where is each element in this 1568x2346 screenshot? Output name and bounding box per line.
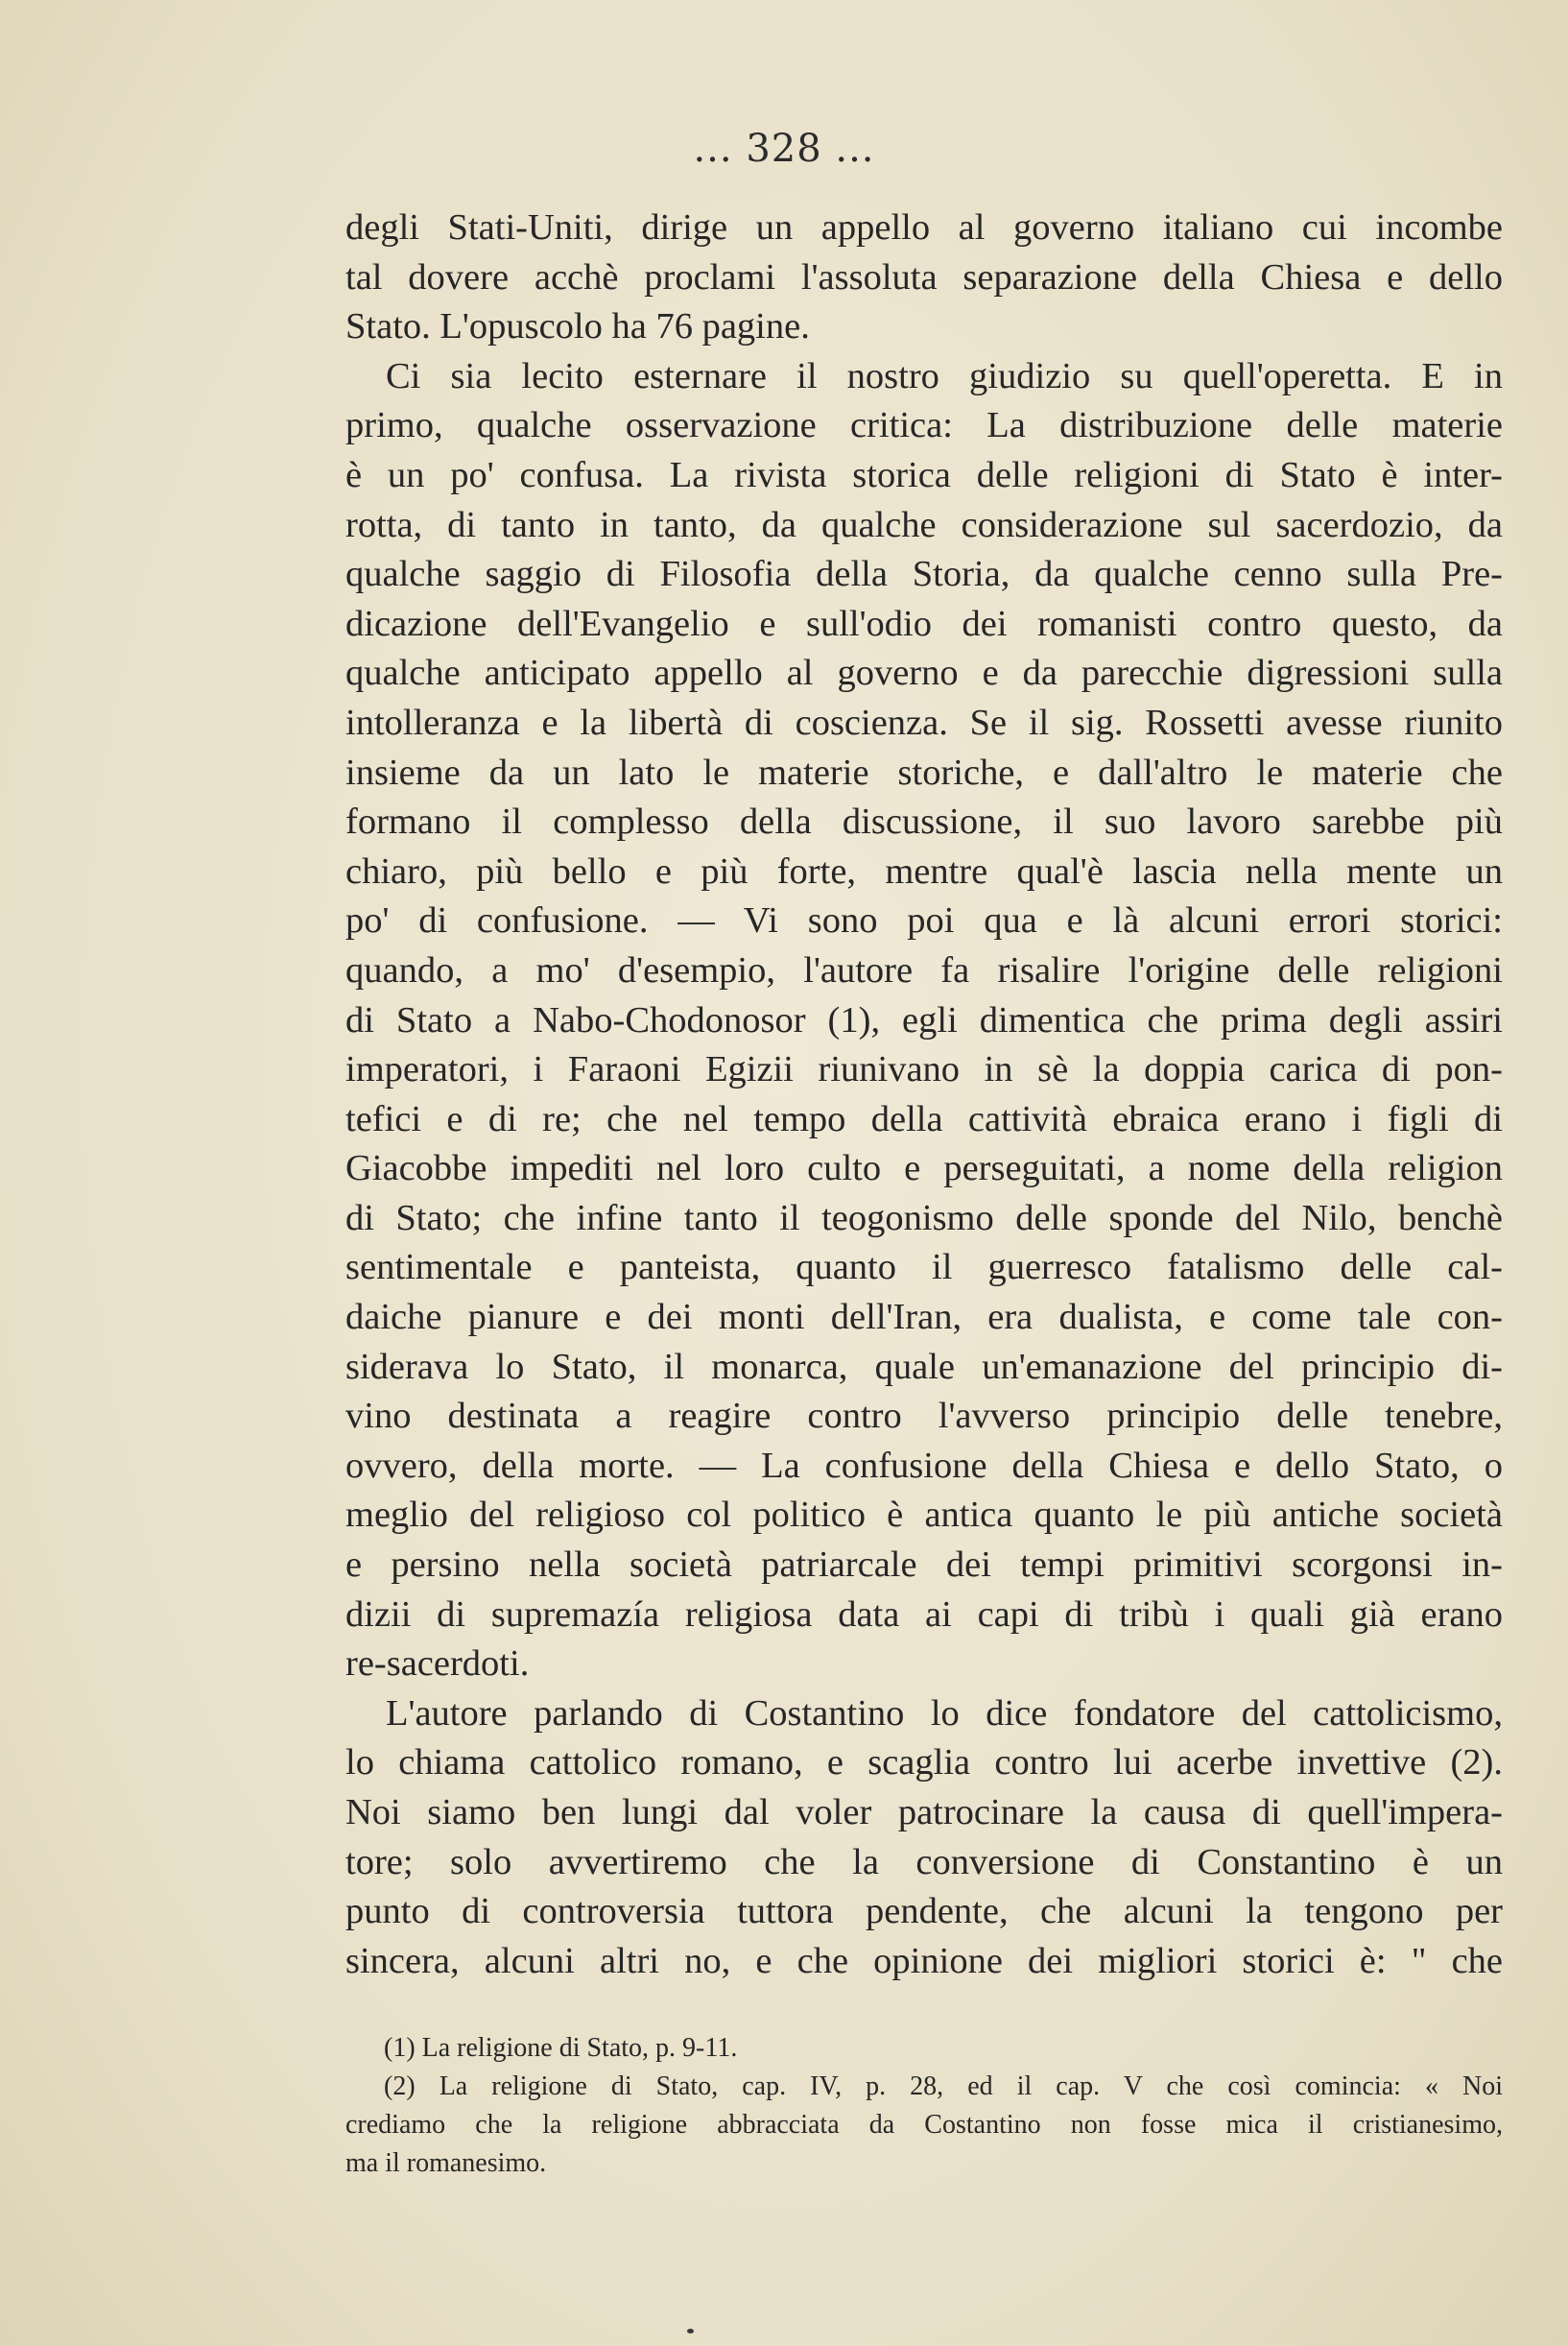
text-line: po' di confusione. — Vi sono poi qua e là alcuni errori storici: xyxy=(345,900,1503,942)
text-line: siderava lo Stato, il monarca, quale un'emanazione del principio di- xyxy=(345,1346,1503,1387)
footnote: (1) La religione di Stato, p. 9-11. xyxy=(384,2033,738,2063)
text-line: Giacobbe impediti nel loro culto e perseguitati, a nome della religion xyxy=(345,1148,1503,1189)
text-line: meglio del religioso col politico è antica quanto le più antiche società xyxy=(345,1495,1503,1536)
body-text xyxy=(345,203,1503,1986)
text-line: punto di controversia tuttora pendente, che alcuni la tengono per xyxy=(345,1891,1503,1932)
text-line: insieme da un lato le materie storiche, e dall'altro le materie che xyxy=(345,752,1503,793)
text-line: tefici e di re; che nel tempo della cattività ebraica erano i figli di xyxy=(345,1098,1503,1139)
text-line: chiaro, più bello e più forte, mentre qual'è lascia nella mente un xyxy=(345,850,1503,892)
text-line: qualche saggio di Filosofia della Storia, da qualche cenno sulla Pre- xyxy=(345,554,1503,595)
text-line: primo, qualche osservazione critica: La distribuzione delle materie xyxy=(345,405,1503,446)
text-line: di Stato; che infine tanto il teogonismo delle sponde del Nilo, benchè xyxy=(345,1197,1503,1238)
text-line: Noi siamo ben lungi dal voler patrocinare la causa di quell'impera- xyxy=(345,1792,1503,1832)
text-line: formano il complesso della discussione, il suo lavoro sarebbe più xyxy=(345,802,1503,843)
page-number: ... 328 ... xyxy=(693,127,875,171)
text-line: e persino nella società patriarcale dei tempi primitivi scorgonsi in- xyxy=(345,1544,1503,1586)
footnote-continuation: ma il romanesimo. xyxy=(345,2148,547,2178)
ink-speck xyxy=(687,2329,694,2334)
footnote: (2) La religione di Stato, cap. IV, p. 28, ed il cap. V che così comincia: « Noi xyxy=(384,2071,1503,2101)
text-line: di Stato a Nabo-Chodonosor (1), egli dimentica che prima degli assiri xyxy=(345,999,1503,1041)
text-line: re-sacerdoti. xyxy=(345,1643,530,1685)
text-line: sentimentale e panteista, quanto il guerresco fatalismo delle cal- xyxy=(345,1247,1503,1288)
text-line: daiche pianure e dei monti dell'Iran, era dualista, e come tale con- xyxy=(345,1297,1503,1338)
text-line: sincera, alcuni altri no, e che opinione dei migliori storici è: " che xyxy=(345,1940,1503,1981)
text-line: intolleranza e la libertà di coscienza. Se il sig. Rossetti avesse riunito xyxy=(345,702,1503,743)
text-line: L'autore parlando di Costantino lo dice fondatore del cattolicismo, xyxy=(386,1692,1503,1734)
text-line: degli Stati-Uniti, dirige un appello al governo italiano cui incombe xyxy=(345,207,1503,248)
text-line: tal dovere acchè proclami l'assoluta separazione della Chiesa e dello xyxy=(345,256,1503,298)
text-line: Stato. L'opuscolo ha 76 pagine. xyxy=(345,306,810,347)
text-line: quando, a mo' d'esempio, l'autore fa risalire l'origine delle religioni xyxy=(345,949,1503,991)
text-line: ovvero, della morte. — La confusione della Chiesa e dello Stato, o xyxy=(345,1445,1503,1486)
text-line: dicazione dell'Evangelio e sull'odio dei romanisti contro questo, da xyxy=(345,603,1503,644)
footnotes xyxy=(345,2029,1503,2183)
text-line: rotta, di tanto in tanto, da qualche considerazione sul sacerdozio, da xyxy=(345,504,1503,545)
text-line: qualche anticipato appello al governo e da parecchie digressioni sulla xyxy=(345,653,1503,694)
text-line: è un po' confusa. La rivista storica delle religioni di Stato è inter- xyxy=(345,454,1503,495)
footnote-continuation: crediamo che la religione abbracciata da Costantino non fosse mica il cristianesimo, xyxy=(345,2110,1503,2140)
text-line: lo chiama cattolico romano, e scaglia contro lui acerbe invettive (2). xyxy=(345,1742,1503,1783)
text-line: tore; solo avvertiremo che la conversione di Constantino è un xyxy=(345,1841,1503,1882)
text-line: imperatori, i Faraoni Egizii riunivano in sè la doppia carica di pon- xyxy=(345,1049,1503,1090)
text-line: dizii di supremazía religiosa data ai capi di tribù i quali già erano xyxy=(345,1593,1503,1635)
text-line: vino destinata a reagire contro l'avverso principio delle tenebre, xyxy=(345,1396,1503,1437)
text-line: Ci sia lecito esternare il nostro giudizio su quell'operetta. E in xyxy=(386,355,1503,396)
